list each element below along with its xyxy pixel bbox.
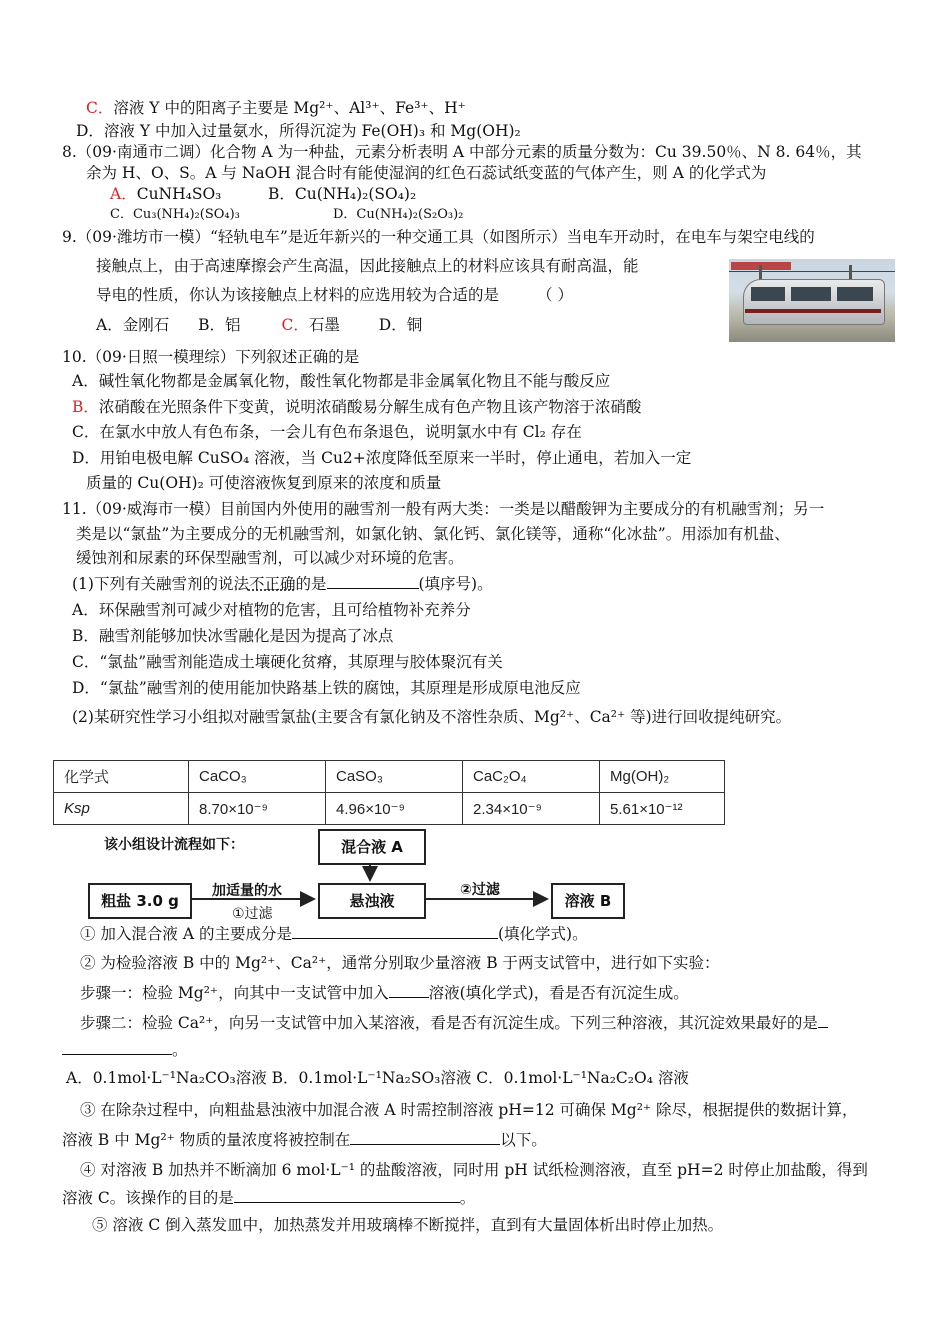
emphasis-not-correct: 不正确	[248, 575, 296, 593]
table-cell: CaCO₃	[189, 761, 326, 793]
sub-q2-options: A．0.1mol·L⁻¹Na₂CO₃溶液 B．0.1mol·L⁻¹Na₂SO₃溶液 C．0.1mol·L⁻¹Na₂C₂O₄ 溶液	[66, 1069, 689, 1087]
q9-stem-line1: 9.（09·潍坊市一模）“轻轨电车”是近年新兴的一种交通工具（如图所示）当电车开动时，在电车与架空电线的	[62, 228, 815, 246]
answer-blank[interactable]	[818, 1013, 828, 1028]
flow-arrow2-label: ②过滤	[460, 882, 500, 898]
q8-stem-line2: 余为 H、O、S。A 与 NaOH 混合时有能使湿润的红色石蕊试纸变蓝的气体产生，则 A 的化学式为	[86, 164, 767, 182]
q9-option-c: C．石墨	[281, 316, 340, 334]
sub-q2-step1: 步骤一：检验 Mg²⁺，向其中一支试管中加入 溶液(填化学式)，看是否有沉淀生成。	[80, 984, 689, 1002]
table-cell: 4.96×10⁻⁹	[326, 793, 463, 825]
q10-option-b: B．浓硝酸在光照条件下变黄，说明浓硝酸易分解生成有色产物且该产物溶于浓硝酸	[72, 398, 642, 416]
table-cell: 8.70×10⁻⁹	[189, 793, 326, 825]
answer-blank[interactable]	[350, 1130, 500, 1145]
q9-stem-line2: 接触点上，由于高速摩擦会产生高温，因此接触点上的材料应该具有耐高温，能	[96, 257, 639, 275]
table-cell: Mg(OH)₂	[600, 761, 725, 793]
q7-option-d: D．溶液 Y 中加入过量氨水，所得沉淀为 Fe(OH)₃ 和 Mg(OH)₂	[76, 122, 521, 140]
q11-sub2: (2)某研究性学习小组拟对融雪氯盐(主要含有氯化钠及不溶性杂质、Mg²⁺、Ca²⁺ 等)进行回收提纯研究。	[72, 708, 792, 726]
q11-option-d: D．“氯盐”融雪剂的使用能加快路基上铁的腐蚀，其原理是形成原电池反应	[72, 679, 581, 697]
q9-option-a: A．金刚石	[96, 316, 170, 334]
sub-q4-line2: 溶液 C。该操作的目的是 。	[62, 1189, 476, 1207]
q9-option-b: B．铝	[198, 316, 241, 334]
flow-box-solution-b: 溶液 B	[551, 883, 625, 919]
q10-option-a: A．碱性氧化物都是金属氧化物，酸性氧化物都是非金属氧化物且不能与酸反应	[72, 372, 611, 390]
q7-option-c: C．溶液 Y 中的阳离子主要是 Mg²⁺、Al³⁺、Fe³⁺、H⁺	[86, 99, 466, 117]
q10-option-d-line2: 质量的 Cu(OH)₂ 可使溶液恢复到原来的浓度和质量	[86, 474, 442, 492]
q8-option-b: B．Cu(NH₄)₂(SO₄)₂	[268, 185, 417, 203]
q8-stem-line1: 8.（09·南通市二调）化合物 A 为一种盐，元素分析表明 A 中部分元素的质量分数为：Cu 39.50％、N 8. 64％，其	[62, 143, 862, 161]
q9-stem-line3: 导电的性质，你认为该接触点上材料的应选用较为合适的是 （ ）	[96, 286, 573, 304]
q8-option-d: D．Cu(NH₄)₂(S₂O₃)₂	[333, 207, 464, 222]
q11-stem-line1: 11.（09·威海市一模）目前国内外使用的融雪剂一般有两大类：一类是以醋酸钾为主要成分的有机融雪剂；另一	[62, 500, 825, 518]
table-cell: CaSO₃	[326, 761, 463, 793]
q10-option-d-line1: D．用铂电极电解 CuSO₄ 溶液，当 Cu2+浓度降低至原来一半时，停止通电，若加入一定	[72, 449, 692, 467]
sub-q5: ⑤ 溶液 C 倒入蒸发皿中，加热蒸发并用玻璃棒不断搅拌，直到有大量固体析出时停止加热。	[92, 1216, 724, 1234]
flow-box-suspension: 悬浊液	[318, 883, 426, 919]
table-cell: 5.61×10⁻¹²	[600, 793, 725, 825]
table-cell: 2.34×10⁻⁹	[463, 793, 600, 825]
q9-option-d: D．铜	[378, 316, 423, 334]
sub-q1: ① 加入混合液 A 的主要成分是 (填化学式)。	[80, 925, 588, 943]
table-cell: 化学式	[54, 761, 189, 793]
flow-arrow1-sublabel: ①过滤	[232, 906, 273, 922]
table-cell: Ksp	[54, 793, 189, 825]
sub-q3-line2: 溶液 B 中 Mg²⁺ 物质的量浓度将被控制在 以下。	[62, 1131, 547, 1149]
q11-option-a: A．环保融雪剂可减少对植物的危害，且可给植物补充养分	[72, 601, 471, 619]
sub-q2-step2-end: 。	[62, 1040, 188, 1060]
q10-option-c: C．在氯水中放人有色布条，一会儿有色布条退色，说明氯水中有 Cl₂ 存在	[72, 423, 582, 441]
table-cell: CaC₂O₄	[463, 761, 600, 793]
q10-stem: 10.（09·日照一模理综）下列叙述正确的是	[62, 348, 360, 366]
sub-q4-line1: ④ 对溶液 B 加热并不断滴加 6 mol·L⁻¹ 的盐酸溶液，同时用 pH 试纸检测溶液，直至 pH=2 时停止加盐酸，得到	[80, 1161, 868, 1179]
sub-q2: ② 为检验溶液 B 中的 Mg²⁺、Ca²⁺，通常分别取少量溶液 B 于两支试管中，进行如下实验：	[80, 954, 720, 972]
answer-blank[interactable]	[62, 1040, 172, 1055]
flow-box-crude-salt: 粗盐 3.0 g	[88, 883, 192, 919]
flow-box-mix-a: 混合液 A	[318, 829, 426, 865]
q8-option-a: A．CuNH₄SO₃	[110, 185, 222, 203]
q11-option-b: B．融雪剂能够加快冰雪融化是因为提高了冰点	[72, 627, 394, 645]
q11-sub1: (1)下列有关融雪剂的说法不正确的是 (填序号)。	[72, 575, 493, 593]
flow-title: 该小组设计流程如下：	[104, 837, 244, 853]
answer-blank[interactable]	[234, 1188, 460, 1203]
answer-blank[interactable]	[292, 924, 498, 939]
q8-option-c: C．Cu₃(NH₄)₂(SO₄)₃	[110, 207, 240, 222]
flow-arrow1-label: 加适量的水	[212, 883, 282, 899]
q11-stem-line3: 缓蚀剂和尿素的环保型融雪剂，可以减少对环境的危害。	[76, 549, 464, 567]
sub-q2-step2: 步骤二：检验 Ca²⁺，向另一支试管中加入某溶液，看是否有沉淀生成。下列三种溶液，其沉淀效果最好的是	[80, 1013, 828, 1033]
q11-stem-line2: 类是以“氯盐”为主要成分的无机融雪剂，如氯化钠、氯化钙、氯化镁等，通称“化冰盐”。用添加有机盐、	[76, 525, 790, 543]
answer-blank[interactable]	[389, 983, 429, 998]
q11-option-c: C．“氯盐”融雪剂能造成土壤硬化贫瘠，其原理与胶体聚沉有关	[72, 653, 503, 671]
sub-q3-line1: ③ 在除杂过程中，向粗盐悬浊液中加混合液 A 时需控制溶液 pH=12 可确保 Mg²⁺ 除尽，根据提供的数据计算，	[80, 1101, 858, 1119]
